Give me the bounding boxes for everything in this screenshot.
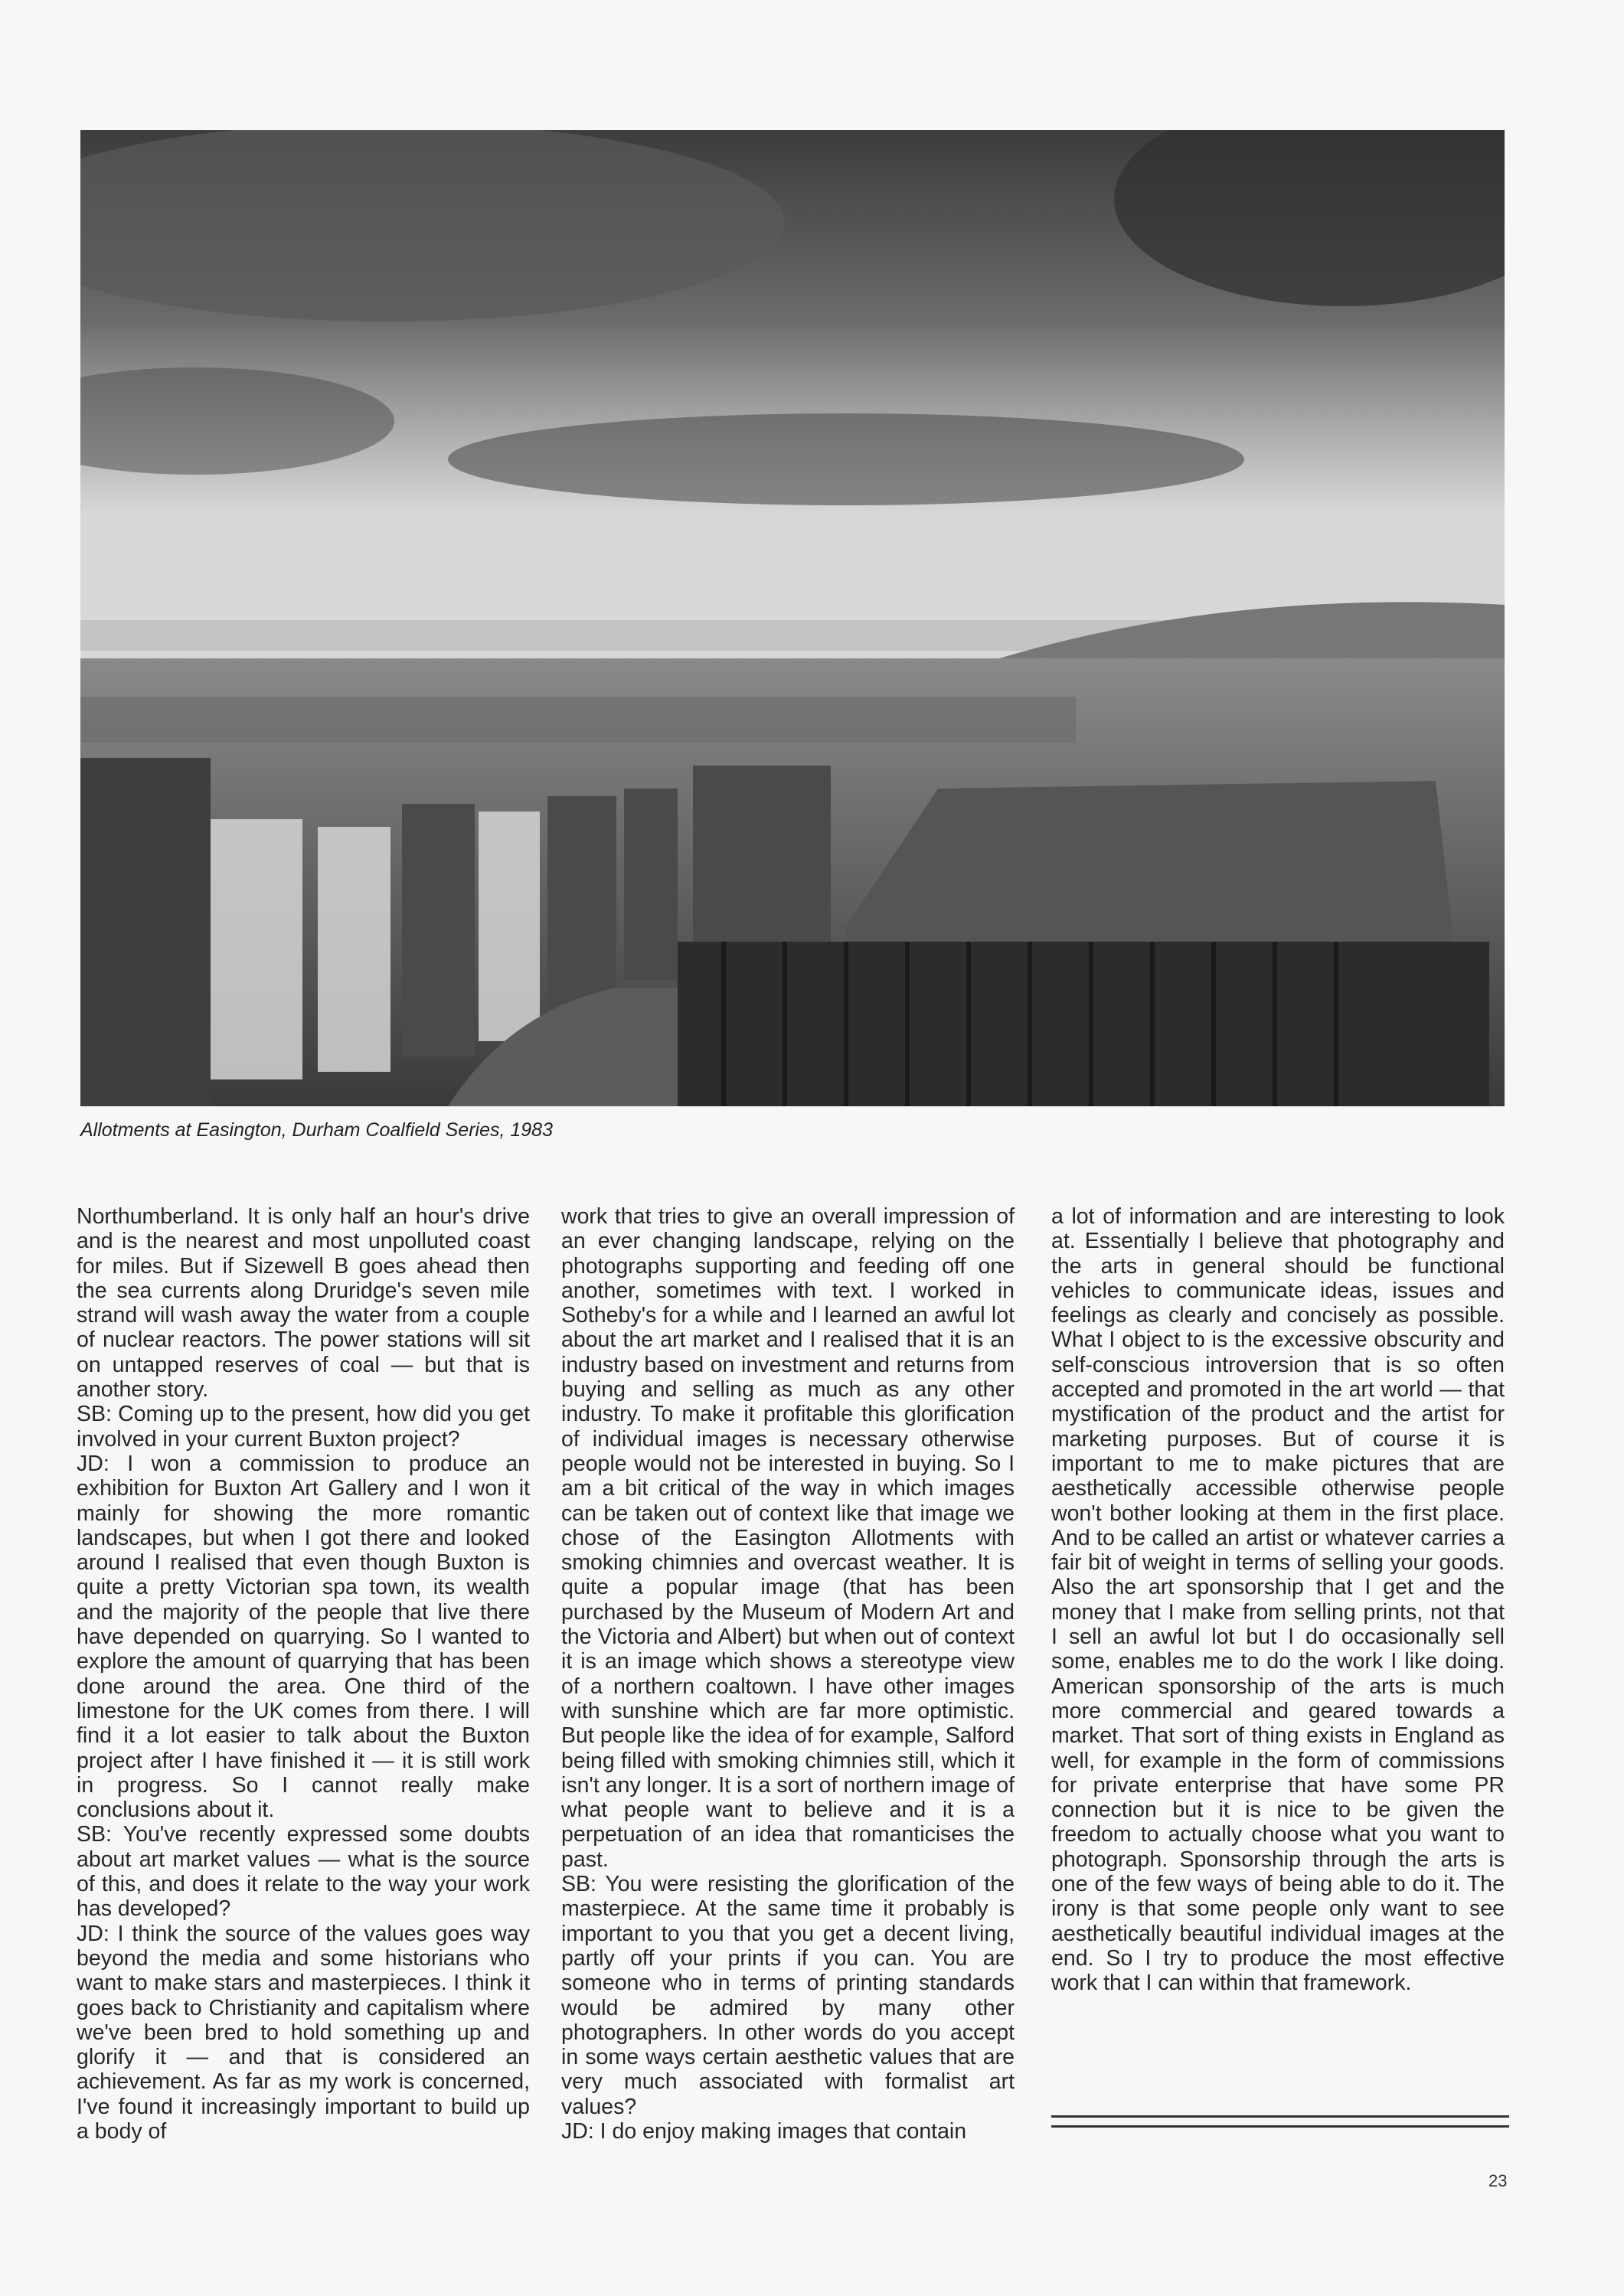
page-number: 23 xyxy=(1488,2171,1508,2190)
paragraph: SB: You've recently expressed some doubts about art market values — what is the source of this, and does it relate to the way your work has developed? xyxy=(77,1822,530,1922)
paragraph: JD: I do enjoy making images that contain xyxy=(561,2118,967,2144)
landscape-photo-icon xyxy=(80,130,1505,1106)
paragraph: SB: You were resisting the glorification of the masterpiece. At the same time it probably is important to you that you get a decent living, partly off your prints if you can. You are someone who in terms of printing standards would be admired by many other photographers. In other words do you accept in some ways certain aesthetic values that are very much associated with formalist art values? xyxy=(561,1872,1015,2119)
paragraph: JD: I won a commission to produce an exhibition for Buxton Art Gallery and I won it mainly for showing the more romantic landscapes, but when I got there and looked around I realised that even though Buxton is quite a pretty Victorian spa town, its wealth and the majority of the people that live there have depended on quarrying. So I wanted to explore the amount of quarrying that has been done around the area. One third of the limestone for the UK comes from there. I will find it a lot easier to talk about the Buxton project after I have finished it — it is still work in progress. So I cannot really make conclusions about it. xyxy=(77,1451,530,1823)
article-column-1 xyxy=(77,1204,530,2144)
photo-caption: Allotments at Easington, Durham Coalfield Series, 1983 xyxy=(80,1119,553,1141)
article-end-rule xyxy=(1051,2115,1509,2128)
article-column-3 xyxy=(1051,1204,1505,1996)
paragraph: a lot of information and are interesting to look at. Essentially I believe that photography and the arts in general should be functional vehicles to communicate ideas, issues and feelings as clearly and concisely as possible. What I object to is the excessive obscurity and self-conscious introversion that is so often accepted and promoted in the art world — that mystification of the product and the artist for marketing purposes. But of course it is important to me to make pictures that are aesthetically accessible otherwise people won't bother looking at them in the first place. And to be called an artist or whatever carries a fair bit of weight in terms of selling your goods. Also the art sponsorship that I get and the money that I make from selling prints, not that I sell an awful lot but I do occasionally sell some, enables me to do the work I like doing. American sponsorship of the arts is much more commercial and geared towards a market. That sort of thing exists in England as well, for example in the form of commissions for private enterprise that have some PR connection but it is nice to be given the freedom to actually choose what you want to photograph. Sponsorship through the arts is one of the few ways of being able to do it. The irony is that some people only want to see aesthetically beautiful individual images at the end. So I try to produce the most effective work that I can within that framework. xyxy=(1051,1204,1505,1996)
paragraph: Northumberland. It is only half an hour's drive and is the nearest and most unpolluted coast for miles. But if Sizewell B goes ahead then the sea currents along Druridge's seven mile strand will wash away the water from a couple of nuclear reactors. The power stations will sit on untapped reserves of coal — but that is another story. xyxy=(77,1204,530,1403)
paragraph: SB: Coming up to the present, how did you get involved in your current Buxton project? xyxy=(77,1402,530,1452)
paragraph: JD: I think the source of the values goes way beyond the media and some historians who want to make stars and masterpieces. I think it goes back to Christianity and capitalism where we've been bred to hold something up and glorify it — and that is considered an achievement. As far as my work is concerned, I've found it increasingly important to build up a body of xyxy=(77,1921,530,2144)
allotments-photograph xyxy=(80,130,1505,1106)
paragraph: work that tries to give an overall impression of an ever changing landscape, relying on the photographs supporting and feeding off one another, sometimes with text. I worked in Sotheby's for a while and I learned an awful lot about the art market and I realised that it is an industry based on investment and returns from buying and selling as much as any other industry. To make it profitable this glorification of individual images is necessary otherwise people would not be interested in buying. So I am a bit critical of the way in which images can be taken out of context like that image we chose of the Easington Allotments with smoking chimnies and overcast weather. It is quite a popular image (that has been purchased by the Museum of Modern Art and the Victoria and Albert) but when out of context it is an image which shows a stereotype view of a northern coaltown. I have other images with sunshine which are far more optimistic. But people like the idea of for example, Salford being filled with smoking chimnies still, which it isn't any longer. It is a sort of northern image of what people want to believe and it is a perpetuation of an idea that romanticises the past. xyxy=(561,1204,1015,1872)
article-column-2 xyxy=(561,1204,1015,2144)
